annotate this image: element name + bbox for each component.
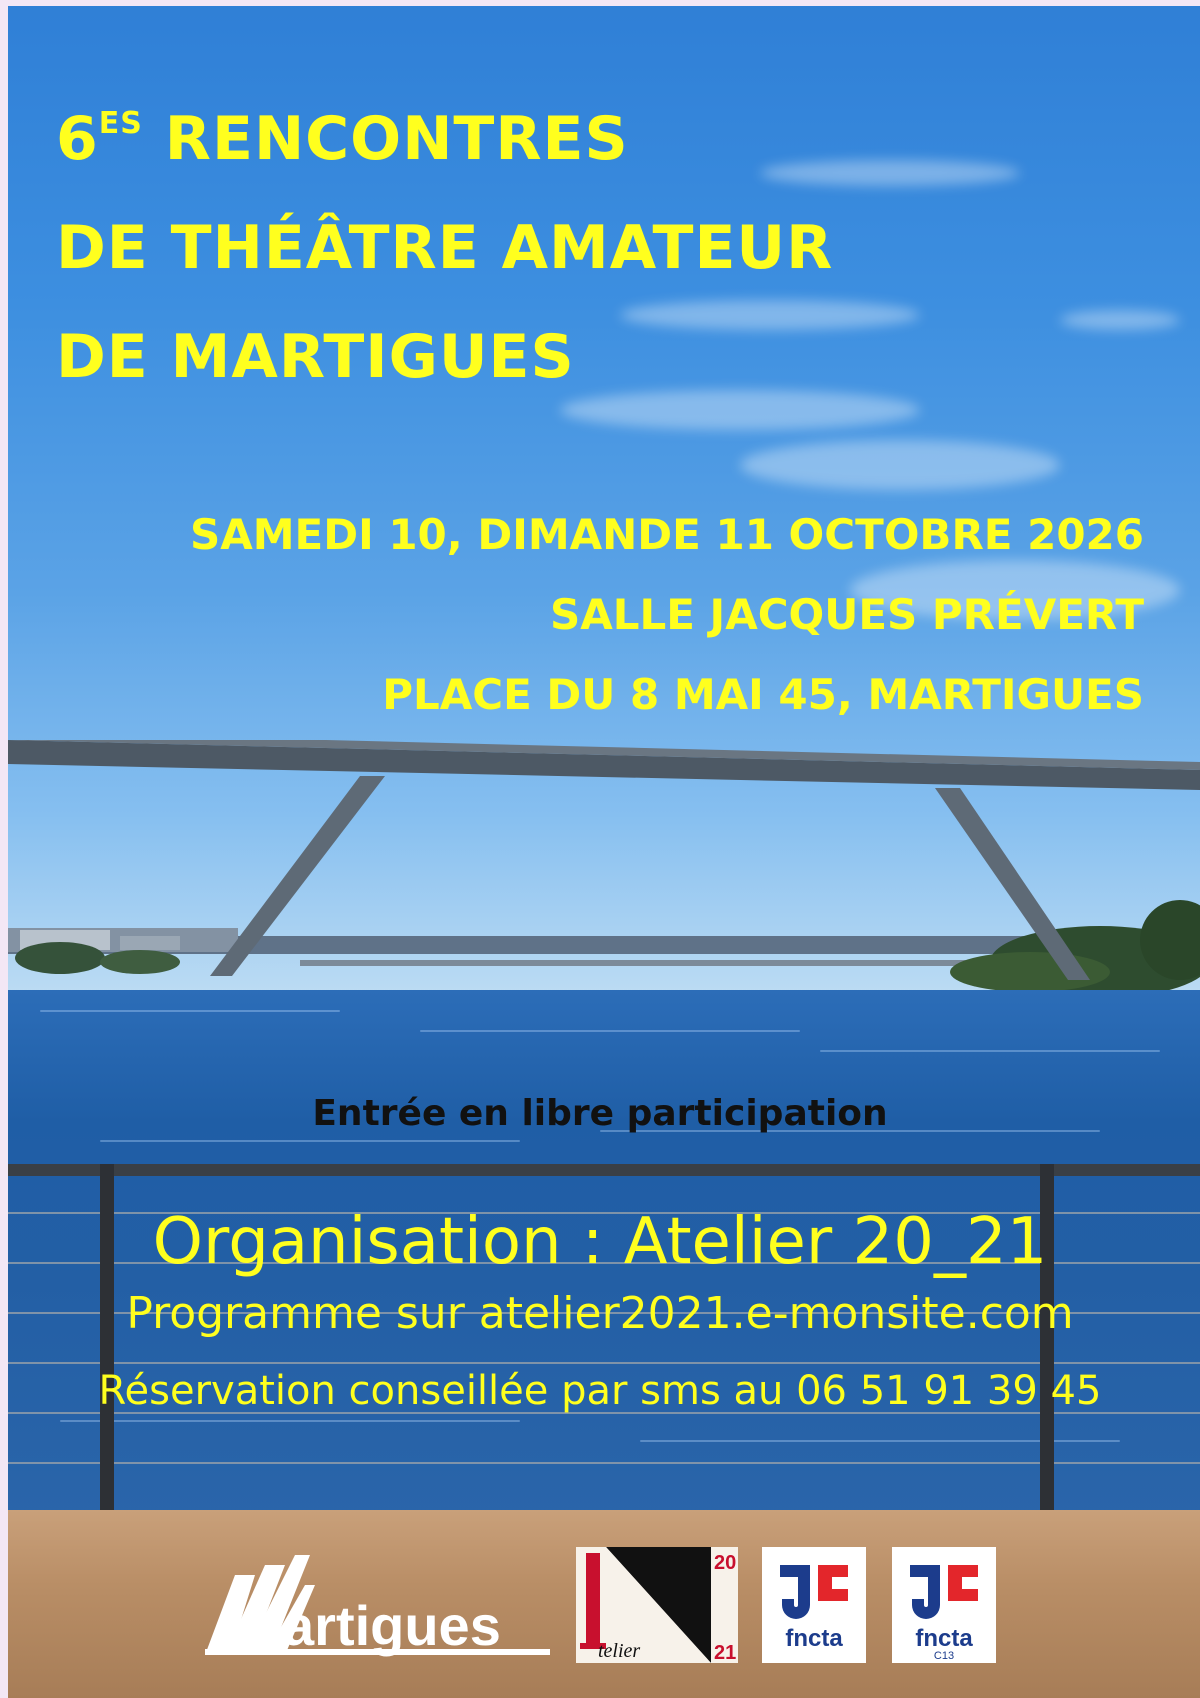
- cloud: [740, 440, 1060, 490]
- wave: [820, 1050, 1160, 1052]
- title-line-3: DE MARTIGUES: [56, 322, 575, 392]
- left-border: [0, 0, 8, 1698]
- wave: [100, 1140, 520, 1142]
- program-url: Programme sur atelier2021.e-monsite.com: [126, 1288, 1074, 1339]
- wave: [60, 1420, 520, 1422]
- event-venue: SALLE JACQUES PRÉVERT: [549, 590, 1144, 639]
- bridge-illustration: [0, 740, 1200, 1010]
- cloud: [1060, 310, 1180, 330]
- cloud: [760, 160, 1020, 186]
- atelier-logo: [576, 1547, 738, 1663]
- title-line-1: $6^{ES}$ RENCONTRES: [56, 104, 629, 174]
- event-dates: SAMEDI 10, DIMANDE 11 OCTOBRE 2026: [189, 510, 1144, 559]
- fncta-logo: [762, 1547, 866, 1663]
- cloud: [620, 300, 920, 330]
- fncta-c13-logo-text: fncta: [915, 1625, 973, 1652]
- reservation-info: Réservation conseillée par sms au 06 51 91 39 45: [98, 1368, 1102, 1414]
- organisation-label: Organisation : Atelier 20_21: [152, 1205, 1048, 1279]
- railing-wire: [8, 1462, 1200, 1464]
- fncta-c13-logo-sub: C13: [933, 1650, 955, 1662]
- atelier-logo-name: telier: [598, 1640, 641, 1662]
- event-address: PLACE DU 8 MAI 45, MARTIGUES: [382, 670, 1144, 719]
- fncta-c13-logo: [892, 1547, 996, 1663]
- martigues-logo-text: artigues: [283, 1594, 501, 1657]
- railing-top: [8, 1164, 1200, 1176]
- wave: [420, 1030, 800, 1032]
- railing-wire: [8, 1362, 1200, 1364]
- fncta-logo-text: fncta: [785, 1625, 843, 1652]
- title-line-2: DE THÉÂTRE AMATEUR: [56, 213, 834, 283]
- partner-logos: [0, 1545, 1200, 1665]
- atelier-logo-bottom: 21: [714, 1642, 737, 1663]
- cloud: [560, 390, 920, 430]
- entry-text: Entrée en libre participation: [312, 1093, 888, 1134]
- martigues-logo: [205, 1545, 550, 1665]
- wave: [40, 1010, 340, 1012]
- atelier-logo-top: 20: [714, 1552, 737, 1574]
- top-border: [0, 0, 1200, 6]
